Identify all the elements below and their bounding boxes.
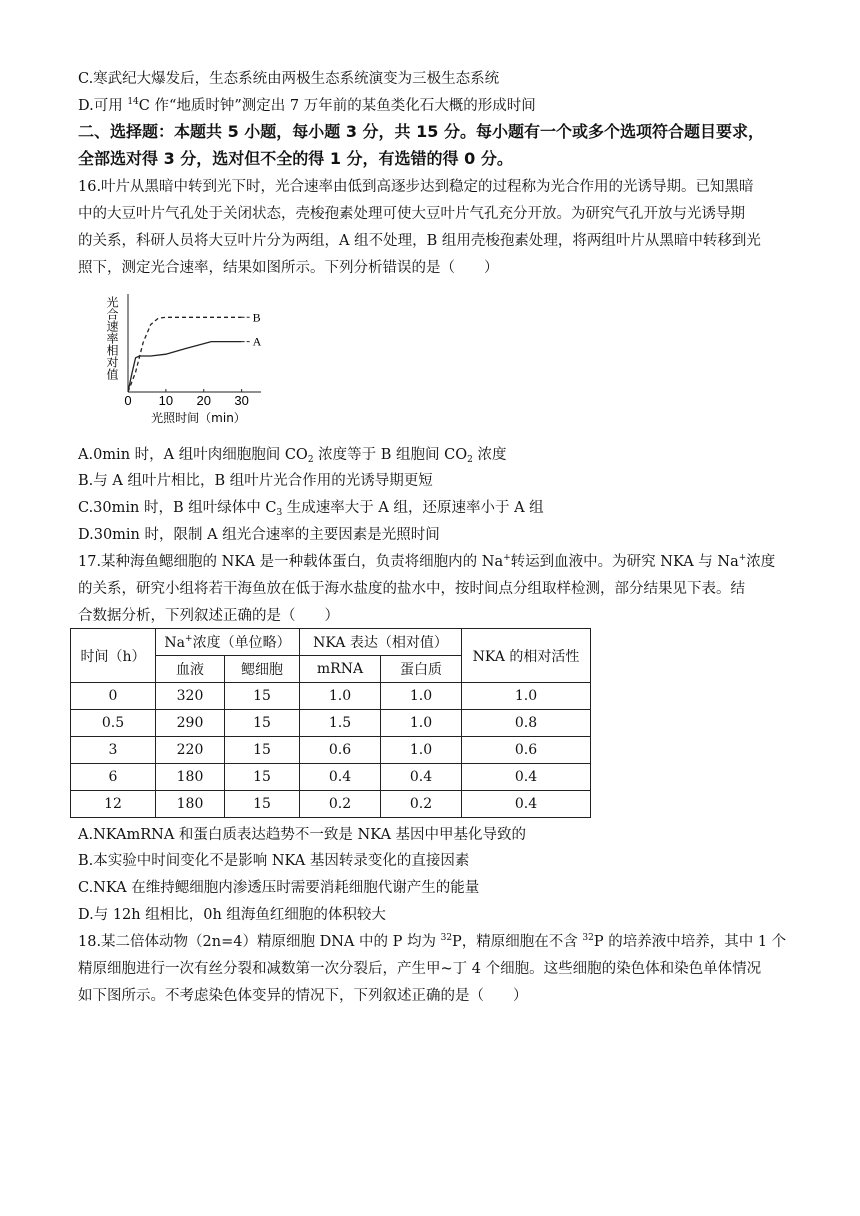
table-header-row — [71, 629, 591, 656]
subscript: 2 — [467, 455, 473, 465]
subheader-gill: 鳃细胞 — [225, 656, 300, 683]
table-cell: 15 — [225, 710, 300, 737]
q17-option-d: D.与 12h 组相比，0h 组海鱼红细胞的体积较大 — [78, 907, 386, 923]
header-nka-activity: NKA 的相对活性 — [462, 629, 591, 683]
table-cell: 15 — [225, 683, 300, 710]
table-cell: 0.8 — [462, 710, 591, 737]
x-tick-label: 0 — [124, 393, 132, 408]
nka-data-table — [70, 628, 591, 818]
q16-option-c — [78, 497, 544, 519]
table-cell: 12 — [71, 791, 156, 818]
stem-text: 浓度 — [746, 554, 776, 570]
photosynthesis-chart — [98, 292, 278, 432]
table-row — [71, 737, 591, 764]
header-text: 浓度（单位略） — [192, 635, 291, 651]
stem-text: 17.某种海鱼鳃细胞的 NKA 是一种载体蛋白，负责将细胞内的 Na — [78, 554, 504, 570]
x-tick-label: 30 — [234, 393, 249, 408]
subscript: 2 — [307, 455, 314, 465]
series-label-B: B — [252, 310, 261, 325]
header-time: 时间（h） — [71, 629, 156, 683]
q18-stem-3: 如下图所示。不考虑染色体变异的情况下，下列叙述正确的是（ ） — [78, 988, 528, 1004]
q16-stem-1: 16.叶片从黑暗中转到光下时，光合速率由低到高逐步达到稳定的过程称为光合作用的光诱导期。已知黑暗 — [78, 179, 754, 195]
table-row — [71, 791, 591, 818]
table-cell: 1.0 — [381, 737, 462, 764]
table-cell: 1.0 — [381, 710, 462, 737]
option-text: 生成速率大于 A 组，还原速率小于 A 组 — [282, 500, 544, 516]
series-line-A — [128, 342, 242, 392]
section-heading-1: 二、选择题：本题共 5 小题，每小题 3 分，共 15 分。每小题有一个或多个选项符合题目要求， — [78, 122, 764, 141]
option-c — [78, 68, 499, 90]
q18-stem-1 — [78, 931, 786, 953]
table-cell: 0.4 — [462, 791, 591, 818]
table-cell: 0.6 — [462, 737, 591, 764]
table-cell: 6 — [71, 764, 156, 791]
q16-stem-4: 照下，测定光合速率，结果如图所示。下列分析错误的是（ ） — [78, 260, 499, 276]
q18-stem-2: 精原细胞进行一次有丝分裂和减数第一次分裂后，产生甲~丁 4 个细胞。这些细胞的染色体和染色单体情况 — [78, 961, 762, 977]
table-row — [71, 683, 591, 710]
stem-text: 转运到血液中。为研究 NKA 与 Na — [510, 554, 739, 570]
option-d — [78, 95, 536, 117]
series-line-B — [128, 317, 242, 392]
q17-stem-3: 合数据分析，下列叙述正确的是（ ） — [78, 608, 339, 624]
header-na — [156, 629, 300, 656]
option-text: C.30min 时，B 组叶绿体中 C — [78, 500, 277, 516]
subheader-protein: 蛋白质 — [381, 656, 462, 683]
table-cell: 15 — [225, 737, 300, 764]
table-cell: 180 — [156, 764, 225, 791]
table-cell: 0.5 — [71, 710, 156, 737]
x-tick-label: 10 — [158, 393, 174, 408]
table-cell: 0 — [71, 683, 156, 710]
superscript: 14 — [127, 97, 139, 107]
table-cell: 1.0 — [381, 683, 462, 710]
q16-stem-2: 中的大豆叶片气孔处于关闭状态，壳梭孢素处理可使大豆叶片气孔充分开放。为研究气孔开放与光诱导期 — [78, 206, 745, 222]
x-tick-label: 20 — [196, 393, 211, 408]
q16-stem-3: 的关系，科研人员将大豆叶片分为两组，A 组不处理，B 组用壳梭孢素处理，将两组叶片从黑暗中转移到光 — [78, 233, 761, 249]
table-cell: 320 — [156, 683, 225, 710]
table-cell: 1.5 — [300, 710, 381, 737]
table-cell: 0.4 — [381, 764, 462, 791]
stem-text: P 的培养液中培养，其中 1 个 — [593, 934, 787, 950]
table-cell: 180 — [156, 791, 225, 818]
q17-stem-2: 的关系，研究小组将若干海鱼放在低于海水盐度的盐水中，按时间点分组取样检测，部分结果见下表。结 — [78, 581, 745, 597]
table-cell: 15 — [225, 764, 300, 791]
q16-option-d: D.30min 时，限制 A 组光合速率的主要因素是光照时间 — [78, 527, 440, 543]
option-text: A.0min 时，A 组叶肉细胞胞间 CO — [78, 447, 308, 463]
y-axis-label: 光合速率相对值 — [105, 296, 119, 380]
q17-option-c: C.NKA 在维持鳃细胞内渗透压时需要消耗细胞代谢产生的能量 — [78, 880, 480, 896]
table-cell: 15 — [225, 791, 300, 818]
stem-text: 18.某二倍体动物（2n=4）精原细胞 DNA 中的 P 均为 — [78, 934, 441, 950]
superscript: 32 — [582, 933, 594, 943]
option-d-text: D.可用 — [78, 98, 128, 114]
series-label-A: A — [252, 334, 262, 349]
stem-text: P，精原细胞在不含 — [452, 934, 583, 950]
section-heading-2: 全部选对得 3 分，选对但不全的得 1 分，有选错的得 0 分。 — [78, 149, 513, 168]
q17-option-a: A.NKAmRNA 和蛋白质表达趋势不一致是 NKA 基因中甲基化导致的 — [78, 827, 527, 843]
q16-option-a — [78, 444, 506, 466]
option-c-text: C.寒武纪大爆发后，生态系统由两极生态系统演变为三极生态系统 — [78, 71, 500, 87]
table-row — [71, 710, 591, 737]
option-text: 浓度 — [472, 447, 507, 463]
superscript: + — [185, 634, 193, 644]
subheader-mrna: mRNA — [300, 656, 381, 683]
table-cell: 0.2 — [381, 791, 462, 818]
header-text: Na — [164, 635, 186, 651]
table-row — [71, 764, 591, 791]
table-cell: 0.4 — [462, 764, 591, 791]
table-cell: 0.2 — [300, 791, 381, 818]
header-nka-expression: NKA 表达（相对值） — [300, 629, 462, 656]
table-cell: 0.6 — [300, 737, 381, 764]
table-cell: 220 — [156, 737, 225, 764]
table-cell: 0.4 — [300, 764, 381, 791]
table-cell: 1.0 — [462, 683, 591, 710]
table-cell: 290 — [156, 710, 225, 737]
option-d-text-2: C 作“地质时钟”测定出 7 万年前的某鱼类化石大概的形成时间 — [138, 98, 536, 114]
table-cell: 3 — [71, 737, 156, 764]
q16-option-b: B.与 A 组叶片相比，B 组叶片光合作用的光诱导期更短 — [78, 473, 433, 489]
table-cell: 1.0 — [300, 683, 381, 710]
option-text: 浓度等于 B 组胞间 CO — [313, 447, 468, 463]
superscript: 32 — [440, 933, 453, 943]
superscript: + — [503, 553, 511, 563]
q17-stem-1 — [78, 551, 775, 573]
subscript: 3 — [276, 508, 283, 518]
q17-option-b: B.本实验中时间变化不是影响 NKA 基因转录变化的直接因素 — [78, 853, 470, 869]
subheader-blood: 血液 — [156, 656, 225, 683]
x-axis-label: 光照时间（min） — [151, 411, 246, 425]
superscript: + — [738, 553, 747, 563]
